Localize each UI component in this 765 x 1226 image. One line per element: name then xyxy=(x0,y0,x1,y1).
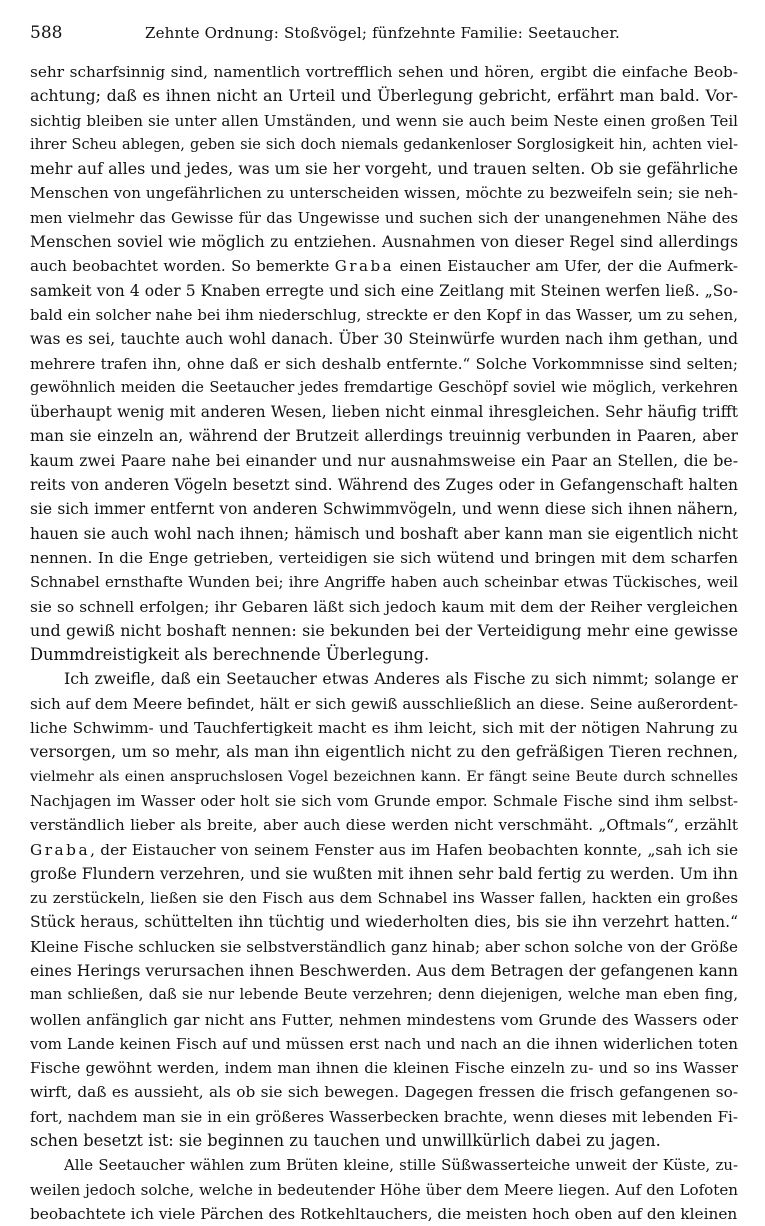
spaced-name: Graba xyxy=(30,840,91,859)
text-line: sichtig bleiben sie unter allen Umständen, und wenn sie auch beim Neste einen großen Teil xyxy=(30,111,738,130)
paragraph xyxy=(30,667,738,1153)
text-line: auch beobachtet worden. So bemerkte Graba einen Eistaucher am Ufer, der die Aufmerk- xyxy=(30,257,738,276)
text-line: Alle Seetaucher wählen zum Brüten kleine, stille Süßwasserteiche unweit der Küste, zu- xyxy=(64,1156,738,1175)
text-line: wirft, daß es aussieht, als ob sie sich bewegen. Dagegen fressen die frisch gefangenen so- xyxy=(30,1083,738,1102)
paragraph xyxy=(30,1153,738,1226)
text-line: eines Herings verursachen ihnen Beschwerden. Aus dem Betragen der gefangenen kann xyxy=(30,960,738,980)
text-line: gewöhnlich meiden die Seetaucher jedes fremdartige Geschöpf soviel wie möglich, verkehren xyxy=(30,378,738,396)
text-line: Graba, der Eistaucher von seinem Fenster aus im Hafen beobachten konnte, „sah ich sie xyxy=(30,840,738,859)
text-line: mehrere trafen ihn, ohne daß er sich deshalb entfernte.“ Solche Vorkommnisse sind selten; xyxy=(30,354,738,373)
text-line: ihrer Scheu ablegen, geben sie sich doch niemals gedankenloser Sorglosigkeit hin, achten viel- xyxy=(30,136,738,153)
text-line: reits von anderen Vögeln besetzt sind. Während des Zuges oder in Gefangenschaft halten xyxy=(30,476,738,495)
page-number: 588 xyxy=(30,23,63,43)
text-line: Kleine Fische schlucken sie selbstverständlich ganz hinab; aber schon solche von der Größe xyxy=(30,937,738,956)
text-line: Nachjagen im Wasser oder holt sie sich vom Grunde empor. Schmale Fische sind ihm selbst- xyxy=(30,791,738,810)
text-line: verständlich lieber als breite, aber auch diese werden nicht verschmäht. „Oftmals“, erzählt xyxy=(30,816,738,835)
text-line: man schließen, daß sie nur lebende Beute verzehren; denn diejenigen, welche man eben fing, xyxy=(30,986,738,1004)
text-line: Menschen soviel wie möglich zu entziehen. Ausnahmen von dieser Regel sind allerdings xyxy=(30,232,738,252)
body-text xyxy=(30,60,738,1226)
text-line: große Flundern verzehren, und sie wußten mit ihnen sehr bald fertig zu werden. Um ihn xyxy=(30,863,738,883)
text-line: vielmehr als einen anspruchslosen Vogel bezeichnen kann. Er fängt seine Beute durch schnelles xyxy=(30,768,738,785)
text-line: weilen jedoch solche, welche in bedeutender Höhe über dem Meere liegen. Auf den Lofoten xyxy=(30,1180,738,1199)
text-line: schen besetzt ist: sie beginnen zu tauchen und unwillkürlich dabei zu jagen. xyxy=(30,1131,661,1151)
text-line: überhaupt wenig mit anderen Wesen, lieben nicht einmal ihresgleichen. Sehr häufig trifft xyxy=(30,403,738,422)
text-line: mehr auf alles und jedes, was um sie her vorgeht, und trauen selten. Ob sie gefährliche xyxy=(30,159,738,179)
text-line: achtung; daß es ihnen nicht an Urteil und Überlegung gebricht, erfährt man bald. Vor- xyxy=(30,86,738,106)
running-head: Zehnte Ordnung: Stoßvögel; fünfzehnte Familie: Seetaucher. xyxy=(144,24,621,42)
text-line: liche Schwimm- und Tauchfertigkeit macht es ihm leicht, sich mit der nötigen Nahrung zu xyxy=(30,719,738,738)
text-line: vom Lande keinen Fisch auf und müssen erst nach und nach an die ihnen widerlichen toten xyxy=(30,1034,738,1053)
text-line: Schnabel ernsthafte Wunden bei; ihre Angriffe haben auch scheinbar etwas Tückisches, weil xyxy=(30,573,738,592)
text-line: wollen anfänglich gar nicht ans Futter, nehmen mindestens vom Grunde des Wassers oder xyxy=(30,1010,738,1029)
text-line: Fische gewöhnt werden, indem man ihnen die kleinen Fische einzeln zu- und so ins Wasser xyxy=(30,1059,738,1078)
text-line: sehr scharfsinnig sind, namentlich vortrefflich sehen und hören, ergibt die einfache Beob- xyxy=(30,63,738,81)
text-line: und gewiß nicht boshaft nennen: sie bekunden bei der Verteidigung mehr eine gewisse xyxy=(30,620,738,640)
text-line: men vielmehr das Gewisse für das Ungewisse und suchen sich der unangenehmen Nähe des xyxy=(30,208,738,227)
text-line: sie so schnell erfolgen; ihr Gebaren läßt sich jedoch kaum mit dem der Reiher vergleichen xyxy=(30,597,738,616)
text-line: zu zerstückeln, ließen sie den Fisch aus dem Schnabel ins Wasser fallen, hackten ein großes xyxy=(30,889,738,908)
text-line: sie sich immer entfernt von anderen Schwimmvögeln, und wenn diese sich ihnen nähern, xyxy=(30,500,738,519)
text-line: bald ein solcher nahe bei ihm niederschlug, streckte er den Kopf in das Wasser, um zu sehen, xyxy=(30,305,738,324)
paragraph xyxy=(30,60,738,667)
text-line: Stück heraus, schüttelten ihn tüchtig und wiederholten dies, bis sie ihn verzehrt hatten.“ xyxy=(30,913,738,932)
text-line: Menschen von ungefährlichen zu unterscheiden wissen, möchte zu bezweifeln sein; sie neh- xyxy=(30,184,738,203)
page-header xyxy=(30,18,735,48)
spaced-name: Graba xyxy=(334,257,395,276)
text-line: kaum zwei Paare nahe bei einander und nur ausnahmsweise ein Paar an Stellen, die be- xyxy=(30,450,738,470)
text-line: was es sei, tauchte auch wohl danach. Über 30 Steinwürfe wurden nach ihm gethan, und xyxy=(30,330,738,349)
text-line: hauen sie auch wohl nach ihnen; hämisch und boshaft aber kann man sie eigentlich nicht xyxy=(30,524,738,543)
text-line: man sie einzeln an, während der Brutzeit allerdings treuinnig verbunden in Paaren, aber xyxy=(30,427,738,446)
text-line: Ich zweifle, daß ein Seetaucher etwas Anderes als Fische zu sich nimmt; solange er xyxy=(64,669,738,689)
text-line: sich auf dem Meere befindet, hält er sich gewiß ausschließlich an diese. Seine außerordent- xyxy=(30,694,738,713)
text-line: beobachtete ich viele Pärchen des Rotkehltauchers, die meisten hoch oben auf den kleinen xyxy=(30,1204,738,1223)
text-line: nennen. In die Enge getrieben, verteidigen sie sich wütend und bringen mit dem scharfen xyxy=(30,548,738,567)
text-line: samkeit von 4 oder 5 Knaben erregte und sich eine Zeitlang mit Steinen werfen ließ. „So- xyxy=(30,281,738,300)
text-line: Dummdreistigkeit als berechnende Überlegung. xyxy=(30,645,430,665)
text-line: fort, nachdem man sie in ein größeres Wasserbecken brachte, wenn dieses mit lebenden Fi- xyxy=(30,1107,738,1126)
text-line: versorgen, um so mehr, als man ihn eigentlich nicht zu den gefräßigen Tieren rechnen, xyxy=(30,742,738,762)
